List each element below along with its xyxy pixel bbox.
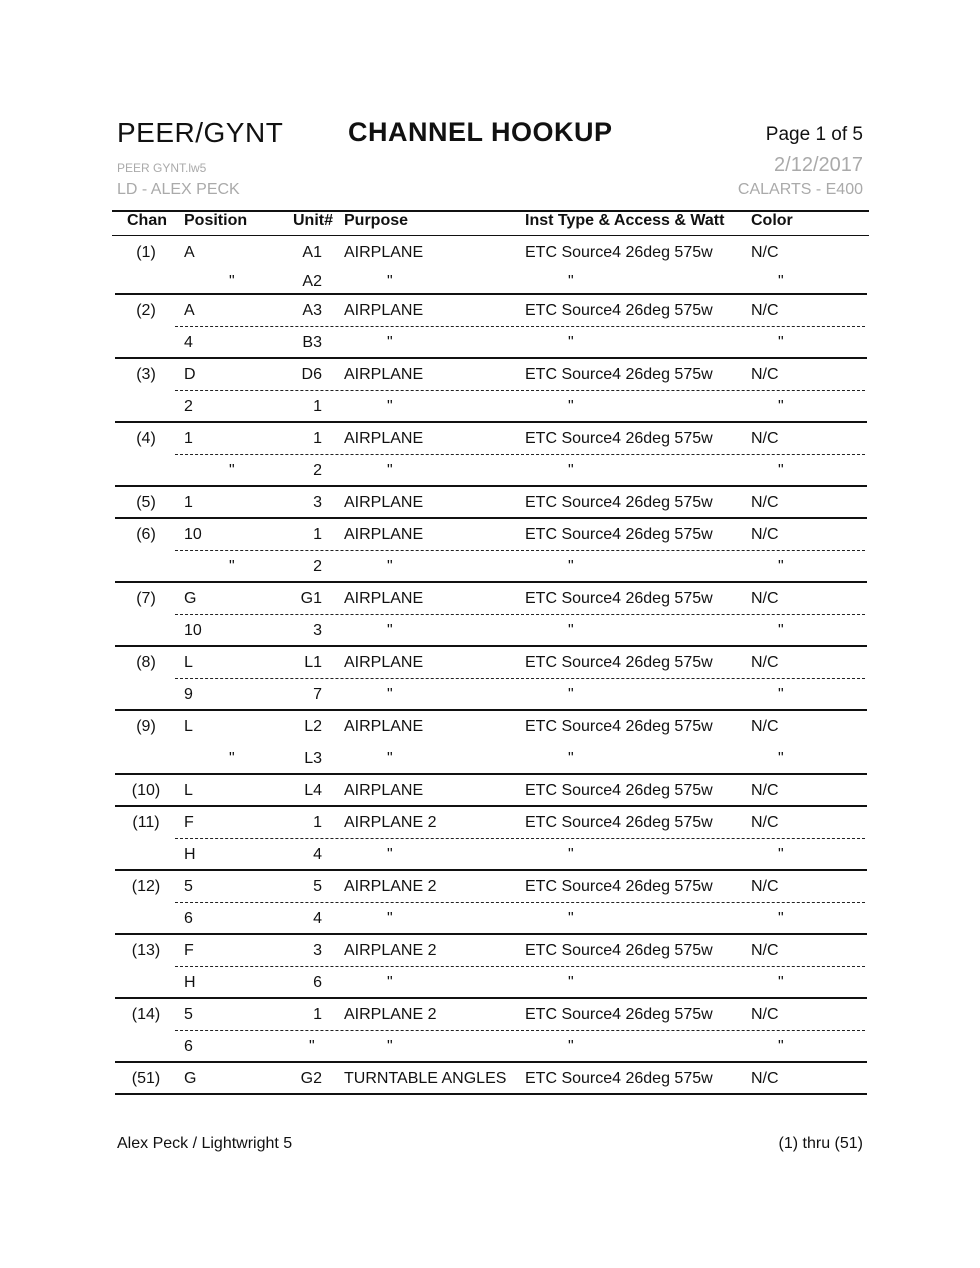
instrument-cell: ETC Source4 26deg 575w [525,526,713,543]
purpose-cell: " [387,846,393,863]
row-divider-dashed [175,390,865,391]
report-title: CHANNEL HOOKUP [348,117,613,147]
channel-number: (10) [131,782,161,799]
table-row [0,872,980,902]
unit-cell: B3 [302,334,322,351]
purpose-cell: AIRPLANE [344,590,424,607]
instrument-cell: " [568,398,574,415]
unit-cell: 4 [313,846,322,863]
color-cell: " [778,846,784,863]
position-cell: F [184,942,194,959]
purpose-cell: AIRPLANE [344,494,424,511]
purpose-cell: TURNTABLE ANGLES [344,1070,507,1087]
purpose-cell: AIRPLANE [344,244,424,261]
instrument-cell: ETC Source4 26deg 575w [525,1070,713,1087]
color-cell: N/C [751,878,779,895]
channel-number: (14) [131,1006,161,1023]
table-row [0,238,980,268]
instrument-cell: " [568,622,574,639]
position-cell: 9 [184,686,193,703]
color-cell: N/C [751,1070,779,1087]
group-divider [115,805,867,807]
unit-cell: D6 [301,366,322,383]
position-cell: 10 [184,622,202,639]
purpose-cell: AIRPLANE [344,366,424,383]
instrument-cell: " [568,334,574,351]
table-row [0,456,980,486]
color-cell: " [778,398,784,415]
purpose-cell: AIRPLANE [344,654,424,671]
unit-cell: A2 [302,273,322,290]
row-divider-dashed [175,326,865,327]
file-name: PEER GYNT.lw5 [117,161,207,175]
row-divider-dashed [175,902,865,903]
report-date: 2/12/2017 [774,154,863,176]
unit-cell: G2 [300,1070,322,1087]
purpose-cell: " [387,1038,393,1055]
unit-cell: A1 [302,244,322,261]
unit-cell: 3 [313,942,322,959]
instrument-cell: ETC Source4 26deg 575w [525,942,713,959]
instrument-cell: ETC Source4 26deg 575w [525,366,713,383]
column-headers [0,212,980,236]
channel-number: (13) [131,942,161,959]
table-row [0,296,980,326]
group-divider [115,293,867,295]
row-divider-dashed [175,838,865,839]
position-cell: " [229,558,235,575]
table-row [0,424,980,454]
instrument-cell: ETC Source4 26deg 575w [525,878,713,895]
instrument-cell: " [568,686,574,703]
color-cell: N/C [751,590,779,607]
row-divider-dashed [175,678,865,679]
position-cell: H [184,846,196,863]
unit-cell: 5 [313,878,322,895]
position-cell: A [184,244,195,261]
color-cell: N/C [751,942,779,959]
color-cell: " [778,910,784,927]
color-cell: N/C [751,430,779,447]
channel-number: (2) [136,302,156,319]
unit-cell: 6 [313,974,322,991]
channel-number: (11) [132,814,160,831]
unit-cell: 1 [313,398,322,415]
position-cell: " [229,750,235,767]
purpose-cell: AIRPLANE 2 [344,1006,437,1023]
color-cell: N/C [751,526,779,543]
group-divider [115,581,867,583]
instrument-cell: ETC Source4 26deg 575w [525,430,713,447]
channel-number: (9) [136,718,156,735]
col-position: Position [184,212,248,229]
color-cell: " [778,1038,784,1055]
table-row [0,968,980,998]
instrument-cell: ETC Source4 26deg 575w [525,782,713,799]
table-row [0,1000,980,1030]
color-cell: " [778,686,784,703]
unit-cell: 1 [313,814,322,831]
instrument-cell: " [568,750,574,767]
group-divider [115,933,867,935]
footer-credit: Alex Peck / Lightwright 5 [117,1135,293,1152]
lighting-designer: LD - ALEX PECK [117,181,240,198]
group-divider [115,709,867,711]
group-divider [115,1093,867,1095]
purpose-cell: AIRPLANE 2 [344,942,437,959]
col-unit: Unit# [293,212,333,229]
position-cell: L [184,782,193,799]
color-cell: N/C [751,244,779,261]
group-divider [115,357,867,359]
purpose-cell: " [387,686,393,703]
table-row [0,584,980,614]
unit-cell: 2 [313,462,322,479]
unit-cell: " [309,1038,315,1055]
purpose-cell: AIRPLANE [344,782,424,799]
table-row [0,840,980,870]
unit-cell: A3 [302,302,322,319]
table-row [0,1032,980,1062]
unit-cell: 1 [313,1006,322,1023]
table-row [0,648,980,678]
channel-number: (7) [136,590,156,607]
position-cell: 5 [184,1006,193,1023]
unit-cell: 3 [313,494,322,511]
color-cell: N/C [751,494,779,511]
instrument-cell: ETC Source4 26deg 575w [525,814,713,831]
position-cell: 1 [184,494,193,511]
table-row [0,616,980,646]
table-row [0,712,980,742]
table-row [0,904,980,934]
instrument-cell: " [568,846,574,863]
col-inst: Inst Type & Access & Watt [525,212,725,229]
color-cell: " [778,558,784,575]
unit-cell: 2 [313,558,322,575]
instrument-cell: ETC Source4 26deg 575w [525,590,713,607]
group-divider [115,517,867,519]
instrument-cell: ETC Source4 26deg 575w [525,654,713,671]
channel-number: (6) [136,526,156,543]
purpose-cell: " [387,398,393,415]
table-row [0,360,980,390]
table-row [0,1064,980,1094]
position-cell: 4 [184,334,193,351]
group-divider [115,773,867,775]
purpose-cell: " [387,974,393,991]
position-cell: 6 [184,910,193,927]
group-divider [115,485,867,487]
instrument-cell: ETC Source4 26deg 575w [525,718,713,735]
position-cell: 10 [184,526,202,543]
color-cell: N/C [751,1006,779,1023]
unit-cell: L4 [304,782,322,799]
channel-number: (51) [131,1070,161,1087]
instrument-cell: ETC Source4 26deg 575w [525,494,713,511]
position-cell: 1 [184,430,193,447]
instrument-cell: " [568,462,574,479]
position-cell: D [184,366,196,383]
unit-cell: 4 [313,910,322,927]
page-number: Page 1 of 5 [765,124,863,145]
unit-cell: 1 [313,430,322,447]
group-divider [115,645,867,647]
purpose-cell: " [387,462,393,479]
instrument-cell: ETC Source4 26deg 575w [525,244,713,261]
channel-number: (1) [136,244,156,261]
position-cell: G [184,590,197,607]
purpose-cell: AIRPLANE [344,526,424,543]
table-row [0,744,980,774]
row-divider-dashed [175,454,865,455]
purpose-cell: " [387,334,393,351]
table-row [0,488,980,518]
color-cell: " [778,622,784,639]
position-cell: L [184,718,193,735]
channel-number: (3) [136,366,156,383]
row-divider-dashed [175,1030,865,1031]
unit-cell: 1 [313,526,322,543]
col-color: Color [751,212,793,229]
instrument-cell: ETC Source4 26deg 575w [525,1006,713,1023]
color-cell: N/C [751,718,779,735]
position-cell: " [229,462,235,479]
instrument-cell: " [568,558,574,575]
position-cell: 5 [184,878,193,895]
purpose-cell: AIRPLANE [344,430,424,447]
instrument-cell: ETC Source4 26deg 575w [525,302,713,319]
row-divider-dashed [175,614,865,615]
channel-number: (8) [136,654,156,671]
footer-range: (1) thru (51) [778,1135,863,1152]
instrument-cell: " [568,974,574,991]
table-row [0,552,980,582]
col-purpose: Purpose [344,212,409,229]
group-divider [115,1061,867,1063]
color-cell: N/C [751,302,779,319]
venue: CALARTS - E400 [737,181,863,198]
group-divider [115,997,867,999]
row-divider-dashed [175,550,865,551]
color-cell: N/C [751,782,779,799]
table-row [0,328,980,358]
channel-number: (5) [136,494,156,511]
unit-cell: L3 [304,750,322,767]
color-cell: N/C [751,814,779,831]
position-cell: 2 [184,398,193,415]
position-cell: F [184,814,194,831]
position-cell: L [184,654,193,671]
table-row [0,776,980,806]
purpose-cell: " [387,910,393,927]
purpose-cell: " [387,558,393,575]
color-cell: " [778,750,784,767]
unit-cell: 3 [313,622,322,639]
position-cell: H [184,974,196,991]
header-bottom-rule [112,235,869,236]
purpose-cell: AIRPLANE [344,718,424,735]
instrument-cell: " [568,1038,574,1055]
purpose-cell: " [387,273,393,290]
unit-cell: L2 [304,718,322,735]
table-row [0,680,980,710]
channel-number: (4) [136,430,156,447]
group-divider [115,421,867,423]
table-row [0,520,980,550]
color-cell: " [778,273,784,290]
color-cell: " [778,462,784,479]
purpose-cell: " [387,750,393,767]
instrument-cell: " [568,273,574,290]
purpose-cell: AIRPLANE 2 [344,814,437,831]
purpose-cell: AIRPLANE [344,302,424,319]
purpose-cell: AIRPLANE 2 [344,878,437,895]
col-chan: Chan [127,212,167,229]
table-row [0,392,980,422]
channel-number: (12) [131,878,161,895]
color-cell: " [778,334,784,351]
unit-cell: G1 [300,590,322,607]
position-cell: " [229,273,235,290]
unit-cell: 7 [313,686,322,703]
position-cell: A [184,302,195,319]
group-divider [115,869,867,871]
show-title: PEER/GYNT [117,117,284,148]
row-divider-dashed [175,966,865,967]
color-cell: " [778,974,784,991]
table-row [0,808,980,838]
color-cell: N/C [751,654,779,671]
purpose-cell: " [387,622,393,639]
position-cell: 6 [184,1038,193,1055]
instrument-cell: " [568,910,574,927]
unit-cell: L1 [304,654,322,671]
position-cell: G [184,1070,197,1087]
table-row [0,936,980,966]
color-cell: N/C [751,366,779,383]
